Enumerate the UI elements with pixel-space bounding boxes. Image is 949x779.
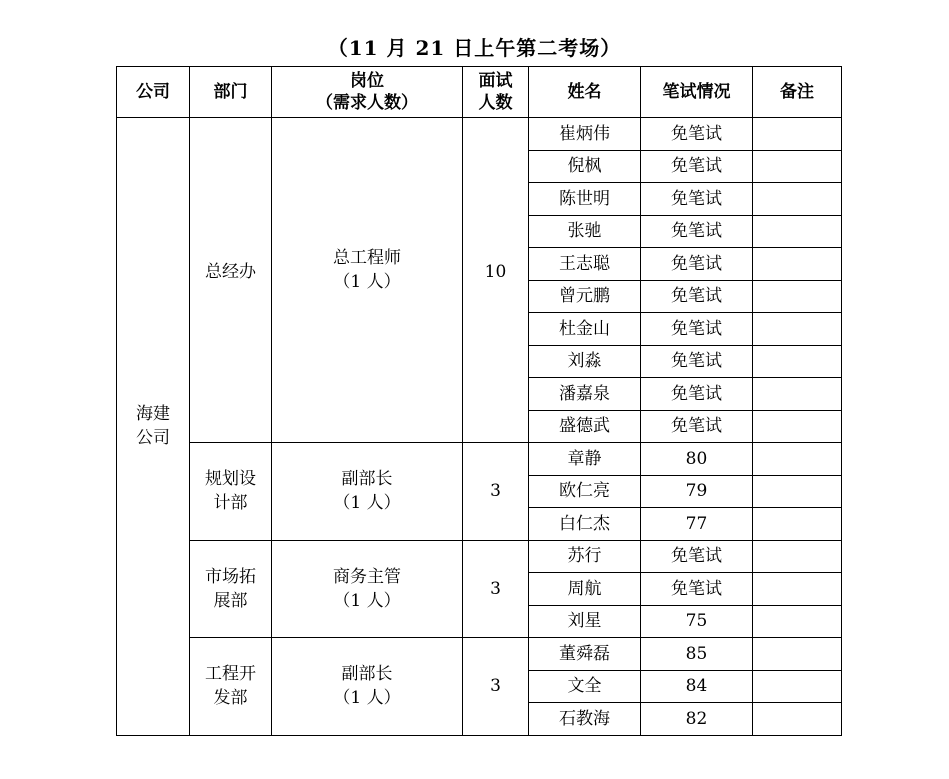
candidate-name: 曾元鹏 [529, 280, 641, 313]
header-written-test: 笔试情况 [641, 67, 753, 118]
position-need: （1 人） [333, 272, 401, 292]
candidate-name: 苏行 [529, 540, 641, 573]
remark-cell [753, 475, 842, 508]
remark-cell [753, 150, 842, 183]
candidate-name: 石教海 [529, 703, 641, 736]
candidate-name: 白仁杰 [529, 508, 641, 541]
candidate-name: 王志聪 [529, 248, 641, 281]
remark-cell [753, 443, 842, 476]
candidate-name: 潘嘉泉 [529, 378, 641, 411]
candidate-name: 陈世明 [529, 183, 641, 216]
table-row [117, 540, 842, 573]
remark-cell [753, 540, 842, 573]
interview-schedule-table [116, 66, 842, 736]
remark-cell [753, 410, 842, 443]
header-interview-count [463, 67, 529, 118]
remark-cell [753, 378, 842, 411]
remark-cell [753, 638, 842, 671]
candidate-name: 杜金山 [529, 313, 641, 346]
department-line2: 发部 [213, 688, 248, 709]
candidate-name: 刘星 [529, 605, 641, 638]
candidate-name: 文全 [529, 670, 641, 703]
written-result: 免笔试 [641, 313, 753, 346]
written-result: 免笔试 [641, 410, 753, 443]
written-result: 免笔试 [641, 573, 753, 606]
written-result: 免笔试 [641, 280, 753, 313]
remark-cell [753, 703, 842, 736]
position-need: （1 人） [333, 493, 401, 514]
candidate-name: 章静 [529, 443, 641, 476]
written-result: 免笔试 [641, 183, 753, 216]
written-result: 79 [641, 475, 753, 508]
table-row [117, 118, 842, 151]
position-title: 总工程师 [333, 248, 401, 268]
remark-cell [753, 605, 842, 638]
header-remarks: 备注 [753, 67, 842, 118]
candidate-name: 刘淼 [529, 345, 641, 378]
interview-count-cell: 3 [463, 443, 529, 541]
header-count-line2: 人数 [478, 93, 513, 113]
remark-cell [753, 118, 842, 151]
header-position-line1: 岗位 [350, 71, 384, 91]
position-title: 商务主管 [333, 566, 401, 587]
written-result: 免笔试 [641, 378, 753, 411]
remark-cell [753, 248, 842, 281]
department-cell [190, 118, 272, 443]
header-name: 姓名 [529, 67, 641, 118]
header-company: 公司 [117, 67, 190, 118]
department-line1: 市场拓 [205, 566, 256, 587]
candidate-name: 盛德武 [529, 410, 641, 443]
written-result: 免笔试 [641, 150, 753, 183]
header-department: 部门 [190, 67, 272, 118]
position-cell [272, 118, 463, 443]
position-cell [272, 540, 463, 638]
remark-cell [753, 280, 842, 313]
remark-cell [753, 670, 842, 703]
table-row [117, 443, 842, 476]
written-result: 85 [641, 638, 753, 671]
candidate-name: 崔炳伟 [529, 118, 641, 151]
header-position-line2: （需求人数） [316, 93, 418, 113]
position-title: 副部长 [341, 664, 393, 685]
header-count-line1: 面试 [478, 71, 513, 91]
remark-cell [753, 215, 842, 248]
candidate-name: 欧仁亮 [529, 475, 641, 508]
remark-cell [753, 313, 842, 346]
written-result: 77 [641, 508, 753, 541]
department-line1: 总经办 [205, 262, 256, 282]
candidate-name: 董舜磊 [529, 638, 641, 671]
written-result: 75 [641, 605, 753, 638]
department-cell [190, 443, 272, 541]
company-cell [117, 118, 190, 736]
department-cell [190, 638, 272, 736]
written-result: 免笔试 [641, 248, 753, 281]
department-cell [190, 540, 272, 638]
position-need: （1 人） [333, 688, 401, 709]
header-position [272, 67, 463, 118]
department-line2: 计部 [213, 493, 248, 514]
company-line2: 公司 [136, 428, 170, 449]
written-result: 免笔试 [641, 215, 753, 248]
department-line1: 工程开 [205, 664, 256, 685]
written-result: 80 [641, 443, 753, 476]
candidate-name: 张驰 [529, 215, 641, 248]
table-row [117, 638, 842, 671]
position-need: （1 人） [333, 590, 401, 611]
remark-cell [753, 345, 842, 378]
candidate-name: 倪枫 [529, 150, 641, 183]
candidate-name: 周航 [529, 573, 641, 606]
remark-cell [753, 508, 842, 541]
position-title: 副部长 [341, 469, 393, 490]
interview-count-cell: 10 [463, 118, 529, 443]
position-cell [272, 443, 463, 541]
interview-count-cell: 3 [463, 638, 529, 736]
written-result: 84 [641, 670, 753, 703]
position-cell [272, 638, 463, 736]
written-result: 82 [641, 703, 753, 736]
remark-cell [753, 183, 842, 216]
department-line1: 规划设 [205, 469, 256, 490]
written-result: 免笔试 [641, 540, 753, 573]
written-result: 免笔试 [641, 345, 753, 378]
interview-count-cell: 3 [463, 540, 529, 638]
page-title: （11 月 21 日上午第二考场） [327, 36, 622, 60]
department-line2: 展部 [213, 590, 248, 611]
header-row [117, 67, 842, 118]
written-result: 免笔试 [641, 118, 753, 151]
company-line1: 海建 [136, 404, 170, 425]
remark-cell [753, 573, 842, 606]
